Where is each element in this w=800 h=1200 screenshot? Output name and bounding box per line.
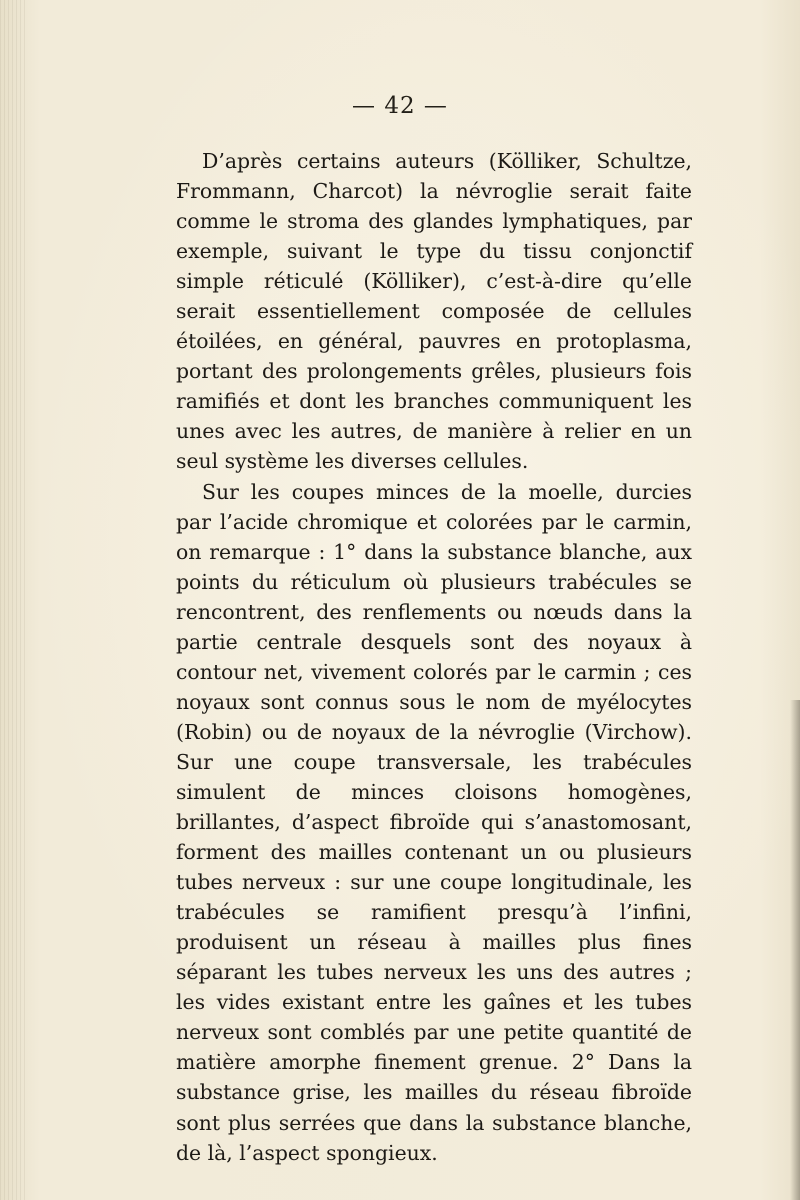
paragraph: D’après certains auteurs (Kölliker, Schultze, Frommann, Charcot) la névroglie serait faite comme le stroma des glandes lymphatiques, par exemple, suivant le type du tissu conjonctif simple réticulé (Kölliker), c’est-à-dire qu’elle serait essentiellement composée de cellules étoilées, en général, pauvres en protoplasma, portant des prolongements grêles, plusieurs fois ramifiés et dont les branches communiquent les unes avec les autres, de manière à relier en un seul système les diverses cellules. (176, 149, 692, 474)
page-binding-shadow (0, 0, 28, 1200)
paragraph: Sur les coupes minces de la moelle, durcies par l’acide chromique et colorées par le carmin, on remarque : 1° dans la substance blanche, aux points du réticulum où plusieurs trabécules se rencontrent, des renflements ou nœuds dans la partie centrale desquels sont des noyaux à contour net, vivement colorés par le carmin ; ces noyaux sont connus sous le nom de myélocytes (Robin) ou de noyaux de la névroglie (Virchow). Sur une coupe transversale, les trabécules simulent de minces cloisons homogènes, brillantes, d’aspect fibroïde qui s’anastomosant, forment des mailles contenant un ou plusieurs tubes nerveux : sur une coupe longitudinale, les trabécules se ramifient presqu’à l’infini, produisent un réseau à mailles plus fines séparant les tubes nerveux les uns des autres ; les vides existant entre les gaînes et les tubes nerveux sont comblés par une petite quantité de matière amorphe finement grenue. 2° Dans la substance grise, les mailles du réseau fibroïde sont plus serrées que dans la substance blanche, de là, l’aspect spongieux. (176, 479, 692, 1165)
page-number: — 42 — (352, 93, 448, 119)
page-edge-shadow (790, 700, 800, 1200)
body-text (176, 146, 692, 1168)
